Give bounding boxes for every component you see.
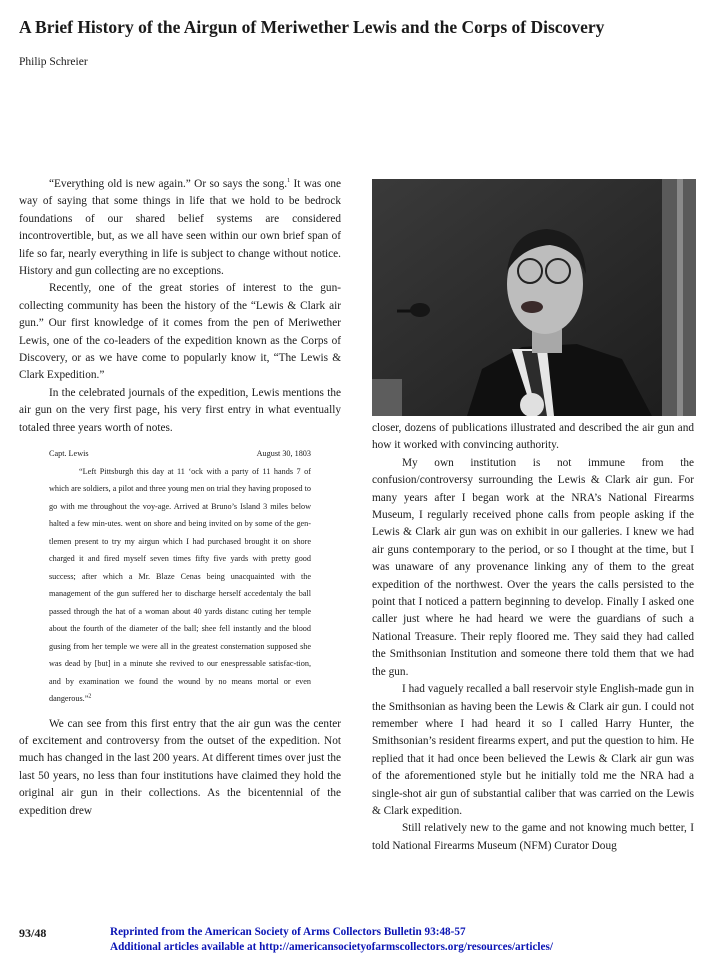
left-column <box>19 176 341 820</box>
quote-author: Capt. Lewis <box>49 449 89 459</box>
paragraph-1 <box>19 176 341 280</box>
speaker-photo <box>372 179 696 416</box>
paragraph-6: My own institution is not immune from the confusion/controversy surrounding the Lewis & Clark air gun. For many years after I began work at the NRA’s National Firearms Museum, I regularly received phone calls from people asking if the Lewis & Clark air gun was on exhibit in our galleries. I knew we had air guns contemporary to the period, or so I thought at the time, but I was unaware of any provenance linking any of them to the great expedition of the northwest. Over the years the calls persisted to the point that I noticed a pattern beginning to develop. Finally I asked one caller just where he had heard we were the guardians of such a National Treasure. Their reply floored me. They said they had called the Smithsonian Institution and someone there told them that we had the gun. <box>372 456 694 678</box>
article-title: A Brief History of the Airgun of Meriwether Lewis and the Corps of Discovery <box>19 17 605 37</box>
author-name: Philip Schreier <box>19 56 88 68</box>
paragraph-4: We can see from this first entry that the air gun was the center of excitement and controversy from the outset of the expedition. Not much has changed in the last 200 years. At different times over just the last 50 years, no less than four institutions have claimed they hold the original air gun in their collections. As the bicentennial of the expedition drew <box>19 717 341 817</box>
footnote-ref: 2 <box>88 693 92 700</box>
paragraph-2: Recently, one of the great stories of interest to the gun-collecting community has been the history of the “Lewis & Clark air gun.” Our first knowledge of it comes from the pen of Meriwether Lewis, one of the co-leaders of the expedition known as the Corps of Discovery, or as we have come to popularly know it, “The Lewis & Clark Expedition.” <box>19 282 341 382</box>
quote-text <box>49 463 311 708</box>
right-column <box>372 420 694 855</box>
footnote-ref: 1 <box>287 178 291 185</box>
speaker-photo-illustration <box>372 179 696 416</box>
paragraph-7: I had vaguely recalled a ball reservoir style English-made gun in the Smithsonian as having been the Lewis & Clark air gun. I could not remember where I had heard it so I called Harry Hunter, the Smithsonian’s resident firearms expert, and put the question to him. He replied that it had once been believed the Lewis & Clark air gun was of the aforementioned style but he initially told me the NRA had a single-shot air gun of substantial caliber that was carried on the Lewis & Clark expedition. <box>372 683 694 817</box>
paragraph-5: closer, dozens of publications illustrated and described the air gun and how it worked with convincing authority. <box>372 422 694 452</box>
quote-body: “Left Pittsburgh this day at 11 ‘ock with a party of 11 hands 7 of which are soldiers, a pilot and three young men on trial they having proposed to go with me throughout the voy-age. Arrived at Bruno’s Island 3 miles below halted a few min-utes. went on shore and being invited on by some of the gen-tlemen present to try my airgun which I had purchased brought it on shore charged it and fired myself seven times fifty five yards with pretty good success; after which a Mr. Blaze Cenas being unacquainted with the management of the gun suffered her to discharge herself accedentaly the ball passed through the hat of a woman about 40 yards distanc cuting her temple about the fourth of the diameter of the ball; shee fell instantly and the blood gusing from her temple we were all in the greatest consternation supposed she was dead by [but] in a minute she revived to our enespressable satisfac-tion, and by examination we found the wound by no means mortal or even dangerous.” <box>49 466 311 704</box>
reprint-notice <box>110 925 553 955</box>
quote-header <box>49 445 311 463</box>
paragraph-3: In the celebrated journals of the expedition, Lewis mentions the air gun on the very first page, his very first entry in what eventually totaled three years worth of notes. <box>19 386 341 434</box>
paragraph-text: “Everything old is new again.” Or so says the song. <box>49 178 288 190</box>
journal-quote <box>49 445 311 708</box>
paragraph-8: Still relatively new to the game and not knowing much better, I told National Firearms Museum (NFM) Curator Doug <box>372 822 694 852</box>
paragraph-text: It was one way of saying that some things in life that we hold to be bedrock foundations of our shared belief systems are considered incontrovertible, but, as we all have seen within our own brief span of life so far, nearly everything in life is subject to change without notice. History and gun collecting are no exceptions. <box>19 178 341 278</box>
articles-link[interactable]: Additional articles available at http://americansocietyofarmscollectors.org/resources/articles/ <box>110 941 553 953</box>
reprint-source: Reprinted from the American Society of Arms Collectors Bulletin 93:48-57 <box>110 926 466 938</box>
quote-date: August 30, 1803 <box>256 449 311 459</box>
page-number: 93/48 <box>19 926 47 940</box>
